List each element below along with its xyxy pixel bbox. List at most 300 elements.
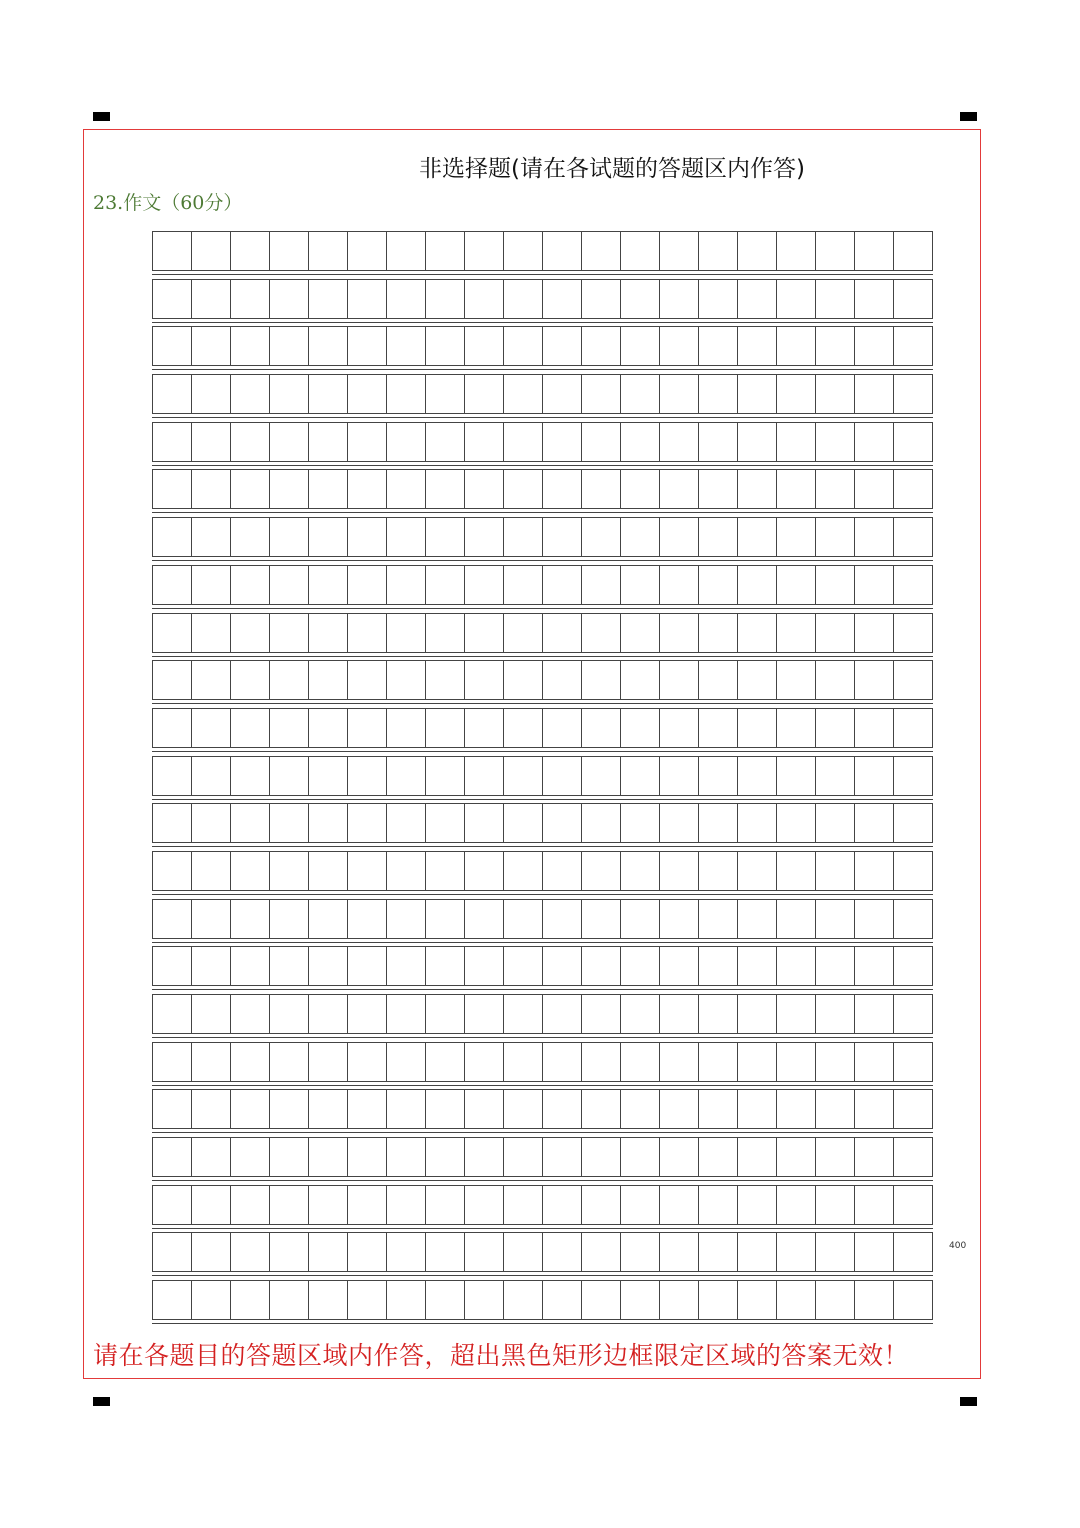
- grid-cell[interactable]: [894, 1186, 932, 1224]
- grid-cell[interactable]: [465, 423, 504, 461]
- grid-cell[interactable]: [231, 757, 270, 795]
- grid-cell[interactable]: [153, 852, 192, 890]
- grid-cell[interactable]: [855, 804, 894, 842]
- grid-cell[interactable]: [543, 852, 582, 890]
- grid-cell[interactable]: [348, 470, 387, 508]
- grid-cell[interactable]: [465, 1043, 504, 1081]
- grid-cell[interactable]: [621, 757, 660, 795]
- grid-cell[interactable]: [816, 1186, 855, 1224]
- grid-cell[interactable]: [465, 900, 504, 938]
- grid-cell[interactable]: [387, 232, 426, 270]
- grid-cell[interactable]: [426, 900, 465, 938]
- grid-cell[interactable]: [465, 1281, 504, 1319]
- grid-cell[interactable]: [699, 518, 738, 556]
- grid-cell[interactable]: [504, 709, 543, 747]
- grid-cell[interactable]: [699, 900, 738, 938]
- grid-cell[interactable]: [699, 1043, 738, 1081]
- grid-cell[interactable]: [660, 661, 699, 699]
- grid-cell[interactable]: [192, 1281, 231, 1319]
- grid-cell[interactable]: [231, 614, 270, 652]
- grid-cell[interactable]: [192, 1043, 231, 1081]
- grid-cell[interactable]: [270, 709, 309, 747]
- grid-cell[interactable]: [309, 709, 348, 747]
- grid-cell[interactable]: [153, 232, 192, 270]
- essay-writing-grid[interactable]: [152, 231, 933, 1328]
- grid-cell[interactable]: [153, 327, 192, 365]
- grid-cell[interactable]: [894, 947, 932, 985]
- grid-cell[interactable]: [543, 280, 582, 318]
- grid-cell[interactable]: [738, 280, 777, 318]
- grid-cell[interactable]: [621, 947, 660, 985]
- grid-cell[interactable]: [309, 1090, 348, 1128]
- grid-cell[interactable]: [777, 947, 816, 985]
- grid-cell[interactable]: [699, 470, 738, 508]
- grid-cell[interactable]: [582, 423, 621, 461]
- grid-cell[interactable]: [660, 804, 699, 842]
- grid-cell[interactable]: [309, 423, 348, 461]
- grid-cell[interactable]: [270, 661, 309, 699]
- grid-cell[interactable]: [738, 566, 777, 604]
- grid-cell[interactable]: [465, 232, 504, 270]
- grid-cell[interactable]: [309, 900, 348, 938]
- grid-cell[interactable]: [660, 280, 699, 318]
- grid-cell[interactable]: [504, 757, 543, 795]
- grid-cell[interactable]: [543, 1090, 582, 1128]
- grid-cell[interactable]: [387, 375, 426, 413]
- grid-cell[interactable]: [426, 1138, 465, 1176]
- grid-cell[interactable]: [504, 804, 543, 842]
- grid-cell[interactable]: [231, 1090, 270, 1128]
- grid-cell[interactable]: [777, 709, 816, 747]
- grid-cell[interactable]: [270, 232, 309, 270]
- grid-cell[interactable]: [660, 1186, 699, 1224]
- grid-cell[interactable]: [777, 757, 816, 795]
- grid-cell[interactable]: [426, 852, 465, 890]
- grid-cell[interactable]: [855, 232, 894, 270]
- grid-cell[interactable]: [231, 661, 270, 699]
- grid-cell[interactable]: [348, 518, 387, 556]
- grid-cell[interactable]: [465, 757, 504, 795]
- grid-cell[interactable]: [738, 995, 777, 1033]
- grid-cell[interactable]: [426, 1233, 465, 1271]
- grid-cell[interactable]: [543, 995, 582, 1033]
- grid-cell[interactable]: [816, 852, 855, 890]
- grid-cell[interactable]: [777, 280, 816, 318]
- grid-cell[interactable]: [738, 327, 777, 365]
- grid-cell[interactable]: [855, 852, 894, 890]
- grid-cell[interactable]: [192, 566, 231, 604]
- grid-cell[interactable]: [465, 852, 504, 890]
- grid-cell[interactable]: [348, 1233, 387, 1271]
- grid-cell[interactable]: [231, 566, 270, 604]
- grid-cell[interactable]: [699, 423, 738, 461]
- grid-cell[interactable]: [699, 1186, 738, 1224]
- grid-cell[interactable]: [699, 375, 738, 413]
- grid-cell[interactable]: [387, 1043, 426, 1081]
- grid-cell[interactable]: [855, 947, 894, 985]
- grid-cell[interactable]: [348, 1138, 387, 1176]
- grid-cell[interactable]: [153, 995, 192, 1033]
- grid-cell[interactable]: [309, 947, 348, 985]
- grid-cell[interactable]: [894, 375, 932, 413]
- grid-cell[interactable]: [348, 995, 387, 1033]
- grid-cell[interactable]: [660, 327, 699, 365]
- grid-cell[interactable]: [816, 1138, 855, 1176]
- grid-cell[interactable]: [699, 852, 738, 890]
- grid-cell[interactable]: [270, 375, 309, 413]
- grid-cell[interactable]: [153, 1281, 192, 1319]
- grid-cell[interactable]: [231, 1186, 270, 1224]
- grid-cell[interactable]: [894, 1138, 932, 1176]
- grid-cell[interactable]: [192, 757, 231, 795]
- grid-cell[interactable]: [504, 423, 543, 461]
- grid-cell[interactable]: [426, 804, 465, 842]
- grid-cell[interactable]: [309, 1043, 348, 1081]
- grid-cell[interactable]: [153, 1233, 192, 1271]
- grid-cell[interactable]: [504, 1138, 543, 1176]
- grid-cell[interactable]: [816, 947, 855, 985]
- grid-cell[interactable]: [738, 1043, 777, 1081]
- grid-cell[interactable]: [387, 614, 426, 652]
- grid-cell[interactable]: [621, 470, 660, 508]
- grid-cell[interactable]: [270, 1043, 309, 1081]
- grid-cell[interactable]: [660, 470, 699, 508]
- grid-cell[interactable]: [465, 280, 504, 318]
- grid-cell[interactable]: [270, 947, 309, 985]
- grid-cell[interactable]: [855, 995, 894, 1033]
- grid-cell[interactable]: [816, 280, 855, 318]
- grid-cell[interactable]: [738, 900, 777, 938]
- grid-cell[interactable]: [348, 1186, 387, 1224]
- grid-cell[interactable]: [270, 1090, 309, 1128]
- grid-cell[interactable]: [894, 470, 932, 508]
- grid-cell[interactable]: [621, 1043, 660, 1081]
- grid-cell[interactable]: [153, 804, 192, 842]
- grid-cell[interactable]: [816, 804, 855, 842]
- grid-cell[interactable]: [231, 232, 270, 270]
- grid-cell[interactable]: [894, 757, 932, 795]
- grid-cell[interactable]: [816, 375, 855, 413]
- grid-cell[interactable]: [582, 900, 621, 938]
- grid-cell[interactable]: [699, 1281, 738, 1319]
- grid-cell[interactable]: [816, 1233, 855, 1271]
- grid-cell[interactable]: [738, 1281, 777, 1319]
- grid-cell[interactable]: [192, 470, 231, 508]
- grid-cell[interactable]: [231, 1043, 270, 1081]
- grid-cell[interactable]: [543, 1233, 582, 1271]
- grid-cell[interactable]: [426, 280, 465, 318]
- grid-cell[interactable]: [543, 900, 582, 938]
- grid-cell[interactable]: [504, 1281, 543, 1319]
- grid-cell[interactable]: [309, 1233, 348, 1271]
- grid-cell[interactable]: [699, 661, 738, 699]
- grid-cell[interactable]: [855, 1186, 894, 1224]
- grid-cell[interactable]: [426, 1090, 465, 1128]
- grid-cell[interactable]: [270, 852, 309, 890]
- grid-cell[interactable]: [192, 900, 231, 938]
- grid-cell[interactable]: [465, 661, 504, 699]
- grid-cell[interactable]: [543, 232, 582, 270]
- grid-cell[interactable]: [660, 375, 699, 413]
- grid-cell[interactable]: [816, 709, 855, 747]
- grid-cell[interactable]: [582, 518, 621, 556]
- grid-cell[interactable]: [699, 947, 738, 985]
- grid-cell[interactable]: [777, 1090, 816, 1128]
- grid-cell[interactable]: [543, 804, 582, 842]
- grid-cell[interactable]: [309, 280, 348, 318]
- grid-cell[interactable]: [855, 1043, 894, 1081]
- grid-cell[interactable]: [192, 995, 231, 1033]
- grid-cell[interactable]: [777, 470, 816, 508]
- grid-cell[interactable]: [699, 232, 738, 270]
- grid-cell[interactable]: [582, 661, 621, 699]
- grid-cell[interactable]: [777, 1138, 816, 1176]
- grid-cell[interactable]: [894, 1233, 932, 1271]
- grid-cell[interactable]: [309, 1186, 348, 1224]
- grid-cell[interactable]: [153, 1186, 192, 1224]
- grid-cell[interactable]: [543, 375, 582, 413]
- grid-cell[interactable]: [699, 709, 738, 747]
- grid-cell[interactable]: [660, 423, 699, 461]
- grid-cell[interactable]: [582, 327, 621, 365]
- grid-cell[interactable]: [816, 1043, 855, 1081]
- grid-cell[interactable]: [309, 757, 348, 795]
- grid-cell[interactable]: [543, 661, 582, 699]
- grid-cell[interactable]: [816, 900, 855, 938]
- grid-cell[interactable]: [387, 804, 426, 842]
- grid-cell[interactable]: [270, 470, 309, 508]
- grid-cell[interactable]: [777, 1281, 816, 1319]
- grid-cell[interactable]: [777, 804, 816, 842]
- grid-cell[interactable]: [504, 1186, 543, 1224]
- grid-cell[interactable]: [153, 1043, 192, 1081]
- grid-cell[interactable]: [855, 1090, 894, 1128]
- grid-cell[interactable]: [153, 375, 192, 413]
- grid-cell[interactable]: [231, 709, 270, 747]
- grid-cell[interactable]: [426, 757, 465, 795]
- grid-cell[interactable]: [777, 995, 816, 1033]
- grid-cell[interactable]: [192, 1186, 231, 1224]
- grid-cell[interactable]: [348, 1281, 387, 1319]
- grid-cell[interactable]: [894, 1043, 932, 1081]
- grid-cell[interactable]: [738, 661, 777, 699]
- grid-cell[interactable]: [621, 1090, 660, 1128]
- grid-cell[interactable]: [309, 995, 348, 1033]
- grid-cell[interactable]: [504, 900, 543, 938]
- grid-cell[interactable]: [582, 280, 621, 318]
- grid-cell[interactable]: [621, 804, 660, 842]
- grid-cell[interactable]: [153, 947, 192, 985]
- grid-cell[interactable]: [465, 375, 504, 413]
- grid-cell[interactable]: [426, 1043, 465, 1081]
- grid-cell[interactable]: [348, 1090, 387, 1128]
- grid-cell[interactable]: [855, 566, 894, 604]
- grid-cell[interactable]: [348, 661, 387, 699]
- grid-cell[interactable]: [465, 1138, 504, 1176]
- grid-cell[interactable]: [621, 232, 660, 270]
- grid-cell[interactable]: [348, 852, 387, 890]
- grid-cell[interactable]: [543, 518, 582, 556]
- grid-cell[interactable]: [816, 757, 855, 795]
- grid-cell[interactable]: [699, 614, 738, 652]
- grid-cell[interactable]: [387, 1090, 426, 1128]
- grid-cell[interactable]: [855, 280, 894, 318]
- grid-cell[interactable]: [153, 280, 192, 318]
- grid-cell[interactable]: [387, 566, 426, 604]
- grid-cell[interactable]: [504, 280, 543, 318]
- grid-cell[interactable]: [348, 327, 387, 365]
- grid-cell[interactable]: [621, 375, 660, 413]
- grid-cell[interactable]: [309, 852, 348, 890]
- grid-cell[interactable]: [894, 614, 932, 652]
- grid-cell[interactable]: [153, 661, 192, 699]
- grid-cell[interactable]: [426, 661, 465, 699]
- grid-cell[interactable]: [231, 327, 270, 365]
- grid-cell[interactable]: [504, 566, 543, 604]
- grid-cell[interactable]: [543, 423, 582, 461]
- grid-cell[interactable]: [621, 995, 660, 1033]
- grid-cell[interactable]: [465, 1233, 504, 1271]
- grid-cell[interactable]: [231, 1281, 270, 1319]
- grid-cell[interactable]: [855, 518, 894, 556]
- grid-cell[interactable]: [738, 947, 777, 985]
- grid-cell[interactable]: [348, 280, 387, 318]
- grid-cell[interactable]: [465, 566, 504, 604]
- grid-cell[interactable]: [738, 423, 777, 461]
- grid-cell[interactable]: [855, 1233, 894, 1271]
- grid-cell[interactable]: [153, 709, 192, 747]
- grid-cell[interactable]: [582, 995, 621, 1033]
- grid-cell[interactable]: [777, 423, 816, 461]
- grid-cell[interactable]: [309, 661, 348, 699]
- grid-cell[interactable]: [387, 995, 426, 1033]
- grid-cell[interactable]: [192, 661, 231, 699]
- grid-cell[interactable]: [387, 709, 426, 747]
- grid-cell[interactable]: [816, 518, 855, 556]
- grid-cell[interactable]: [192, 852, 231, 890]
- grid-cell[interactable]: [270, 1186, 309, 1224]
- grid-cell[interactable]: [855, 375, 894, 413]
- grid-cell[interactable]: [660, 1138, 699, 1176]
- grid-cell[interactable]: [543, 1043, 582, 1081]
- grid-cell[interactable]: [426, 1281, 465, 1319]
- grid-cell[interactable]: [699, 757, 738, 795]
- grid-cell[interactable]: [231, 280, 270, 318]
- grid-cell[interactable]: [387, 947, 426, 985]
- grid-cell[interactable]: [426, 995, 465, 1033]
- grid-cell[interactable]: [504, 614, 543, 652]
- grid-cell[interactable]: [621, 1138, 660, 1176]
- grid-cell[interactable]: [582, 470, 621, 508]
- grid-cell[interactable]: [309, 470, 348, 508]
- grid-cell[interactable]: [387, 518, 426, 556]
- grid-cell[interactable]: [582, 1186, 621, 1224]
- grid-cell[interactable]: [894, 423, 932, 461]
- grid-cell[interactable]: [660, 1281, 699, 1319]
- grid-cell[interactable]: [738, 470, 777, 508]
- grid-cell[interactable]: [192, 709, 231, 747]
- grid-cell[interactable]: [582, 709, 621, 747]
- grid-cell[interactable]: [816, 995, 855, 1033]
- grid-cell[interactable]: [894, 232, 932, 270]
- grid-cell[interactable]: [621, 852, 660, 890]
- grid-cell[interactable]: [894, 518, 932, 556]
- grid-cell[interactable]: [348, 423, 387, 461]
- grid-cell[interactable]: [270, 327, 309, 365]
- grid-cell[interactable]: [582, 614, 621, 652]
- grid-cell[interactable]: [426, 1186, 465, 1224]
- grid-cell[interactable]: [465, 804, 504, 842]
- grid-cell[interactable]: [270, 566, 309, 604]
- grid-cell[interactable]: [777, 518, 816, 556]
- grid-cell[interactable]: [504, 852, 543, 890]
- grid-cell[interactable]: [153, 518, 192, 556]
- grid-cell[interactable]: [816, 566, 855, 604]
- grid-cell[interactable]: [894, 661, 932, 699]
- grid-cell[interactable]: [699, 327, 738, 365]
- grid-cell[interactable]: [270, 1138, 309, 1176]
- grid-cell[interactable]: [738, 1233, 777, 1271]
- grid-cell[interactable]: [699, 1090, 738, 1128]
- grid-cell[interactable]: [309, 1281, 348, 1319]
- grid-cell[interactable]: [699, 280, 738, 318]
- grid-cell[interactable]: [231, 1233, 270, 1271]
- grid-cell[interactable]: [738, 709, 777, 747]
- grid-cell[interactable]: [621, 327, 660, 365]
- grid-cell[interactable]: [855, 470, 894, 508]
- grid-cell[interactable]: [894, 280, 932, 318]
- grid-cell[interactable]: [426, 375, 465, 413]
- grid-cell[interactable]: [426, 423, 465, 461]
- grid-cell[interactable]: [387, 327, 426, 365]
- grid-cell[interactable]: [270, 757, 309, 795]
- grid-cell[interactable]: [660, 566, 699, 604]
- grid-cell[interactable]: [231, 423, 270, 461]
- grid-cell[interactable]: [426, 947, 465, 985]
- grid-cell[interactable]: [153, 614, 192, 652]
- grid-cell[interactable]: [543, 947, 582, 985]
- grid-cell[interactable]: [543, 1281, 582, 1319]
- grid-cell[interactable]: [855, 709, 894, 747]
- grid-cell[interactable]: [504, 470, 543, 508]
- grid-cell[interactable]: [621, 518, 660, 556]
- grid-cell[interactable]: [816, 470, 855, 508]
- grid-cell[interactable]: [465, 470, 504, 508]
- grid-cell[interactable]: [621, 1186, 660, 1224]
- grid-cell[interactable]: [504, 661, 543, 699]
- grid-cell[interactable]: [504, 518, 543, 556]
- grid-cell[interactable]: [504, 375, 543, 413]
- grid-cell[interactable]: [582, 804, 621, 842]
- grid-cell[interactable]: [855, 661, 894, 699]
- grid-cell[interactable]: [309, 1138, 348, 1176]
- grid-cell[interactable]: [387, 1233, 426, 1271]
- grid-cell[interactable]: [621, 423, 660, 461]
- grid-cell[interactable]: [192, 1090, 231, 1128]
- grid-cell[interactable]: [660, 232, 699, 270]
- grid-cell[interactable]: [270, 614, 309, 652]
- grid-cell[interactable]: [816, 232, 855, 270]
- grid-cell[interactable]: [153, 757, 192, 795]
- grid-cell[interactable]: [738, 232, 777, 270]
- grid-cell[interactable]: [192, 518, 231, 556]
- grid-cell[interactable]: [153, 1138, 192, 1176]
- grid-cell[interactable]: [660, 900, 699, 938]
- grid-cell[interactable]: [192, 947, 231, 985]
- grid-cell[interactable]: [894, 327, 932, 365]
- grid-cell[interactable]: [426, 232, 465, 270]
- grid-cell[interactable]: [543, 1186, 582, 1224]
